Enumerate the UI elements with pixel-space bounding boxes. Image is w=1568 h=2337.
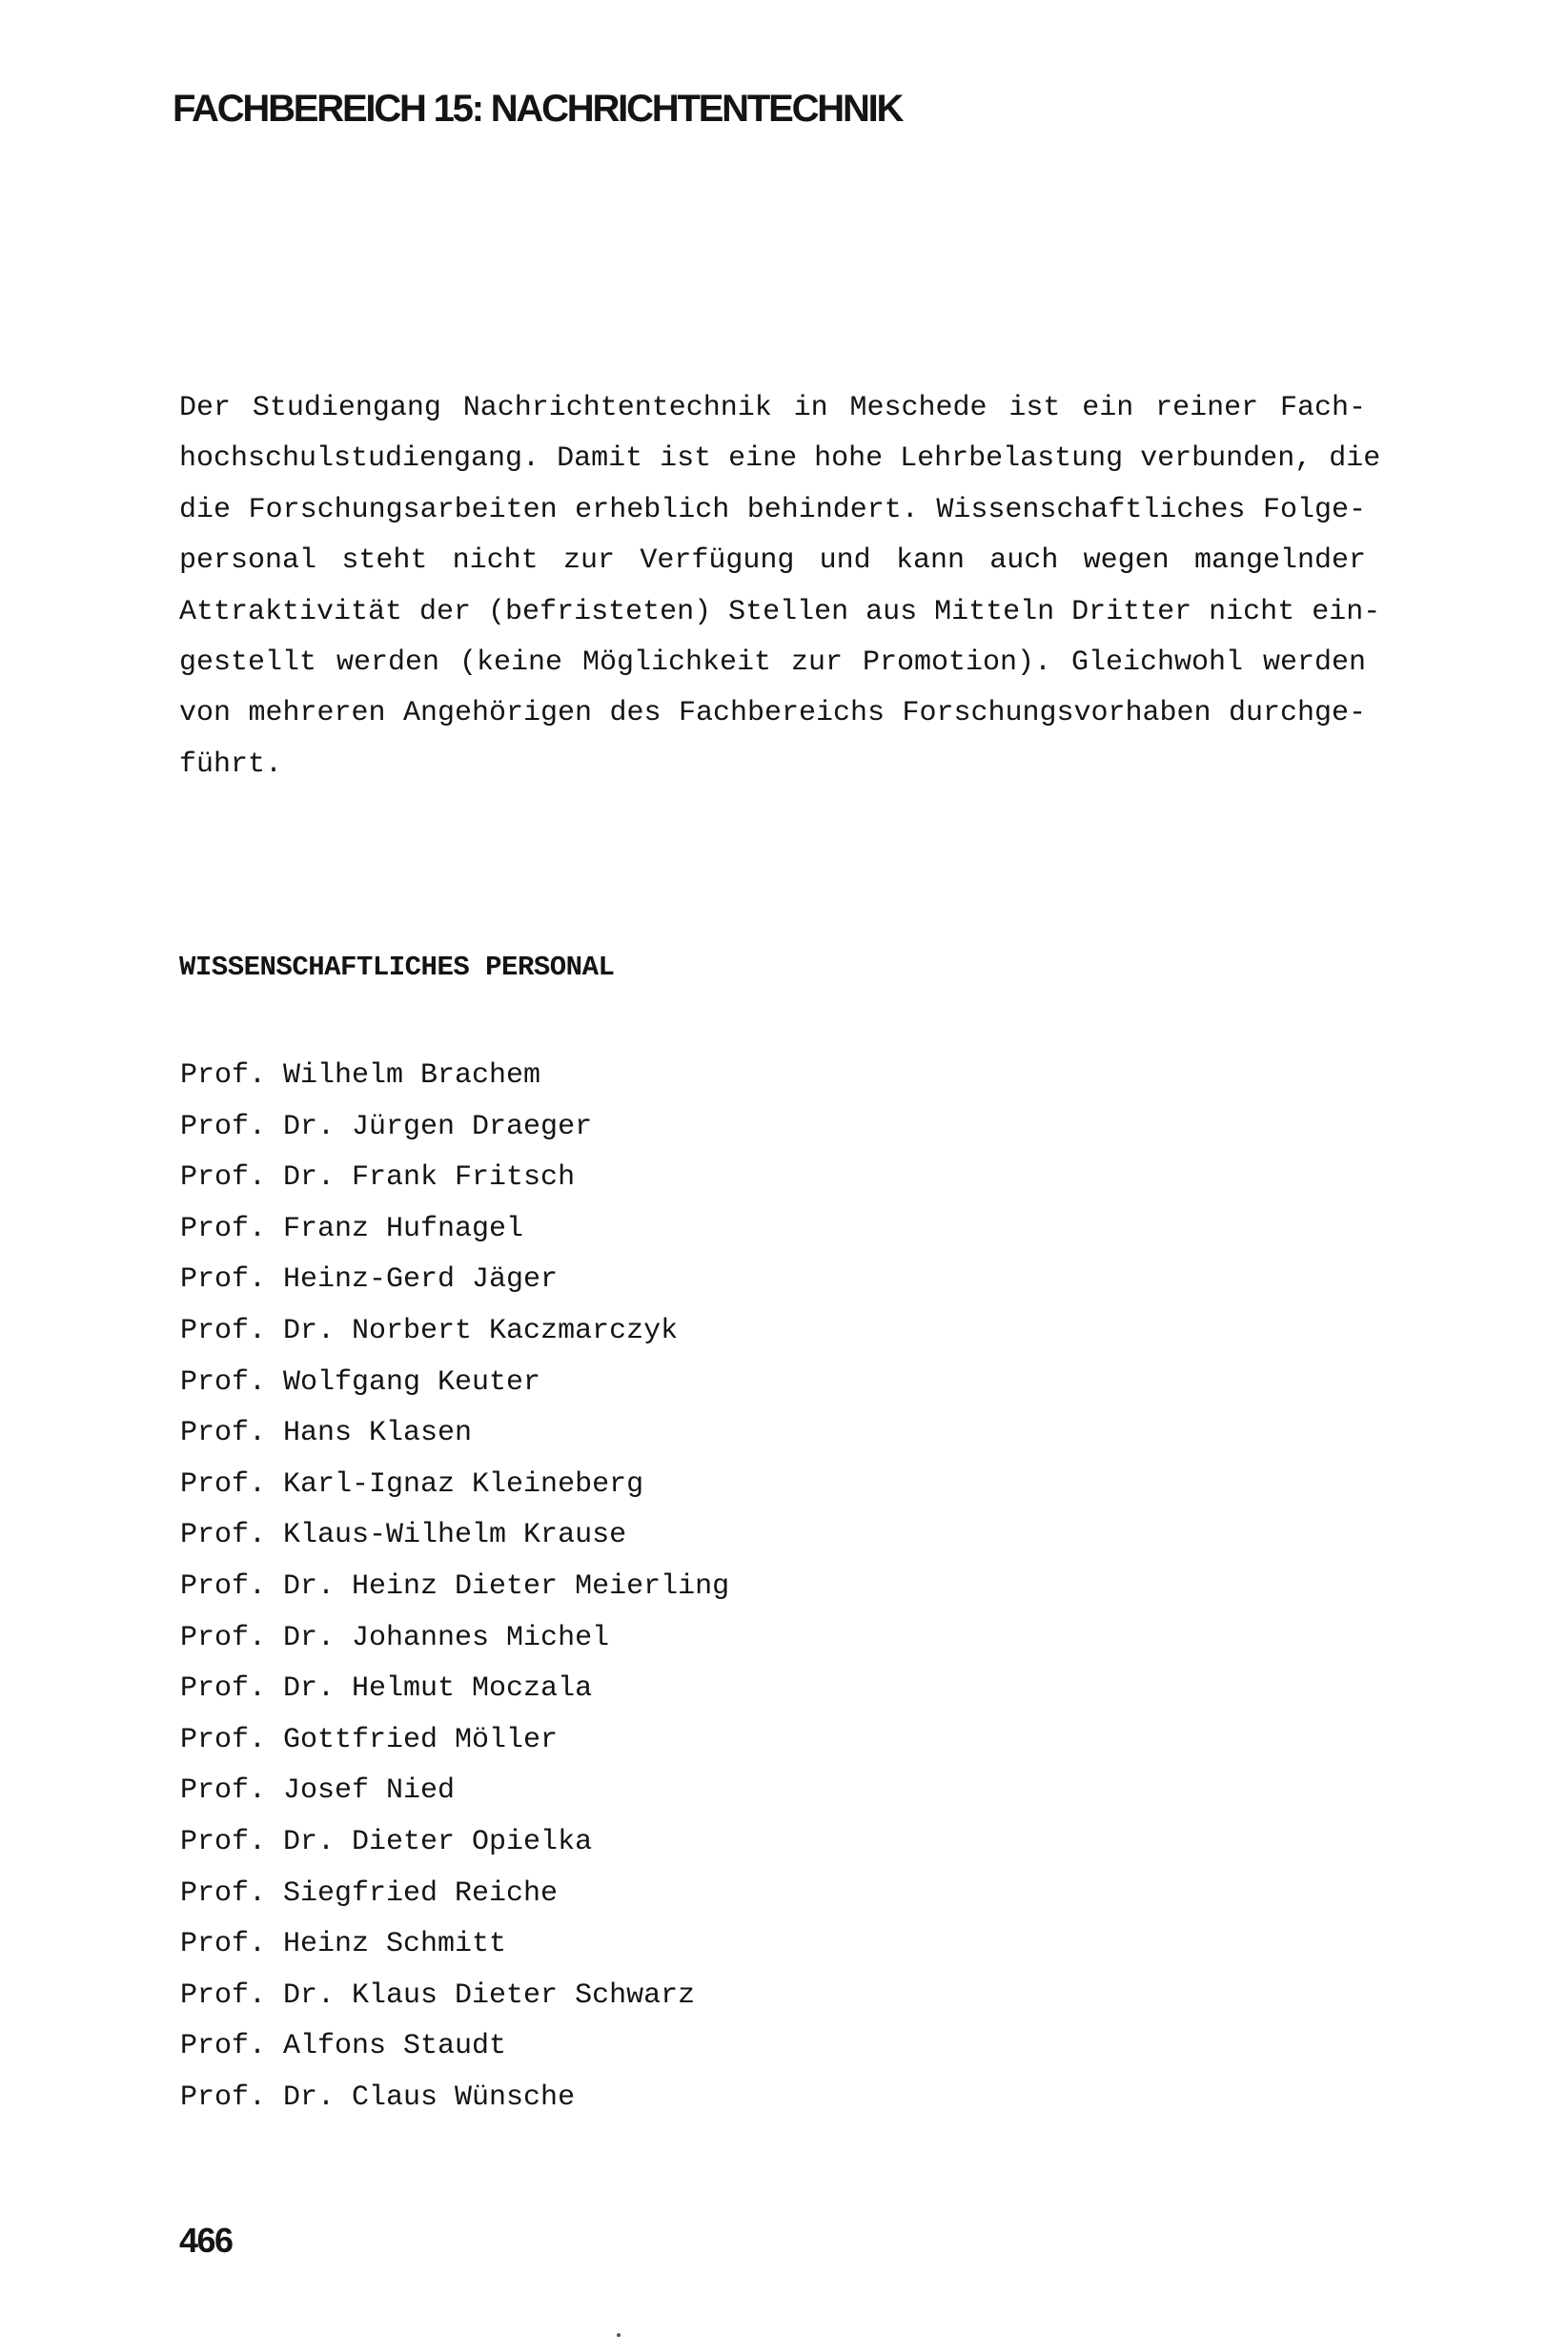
personnel-item: Prof. Wolfgang Keuter — [180, 1365, 541, 1399]
personnel-item: Prof. Alfons Staudt — [180, 2030, 507, 2063]
personnel-item: Prof. Dr. Frank Fritsch — [180, 1161, 576, 1195]
personnel-heading: WISSENSCHAFTLICHES PERSONAL — [179, 952, 615, 983]
personnel-item: Prof. Dr. Dieter Opielka — [180, 1825, 593, 1858]
intro-line: Der Studiengang Nachrichtentechnik in Meschede ist ein reiner Fach- — [179, 392, 1366, 424]
personnel-item: Prof. Dr. Jürgen Draeger — [180, 1110, 593, 1143]
personnel-item: Prof. Dr. Heinz Dieter Meierling — [180, 1569, 730, 1603]
personnel-list — [180, 1051, 729, 2123]
intro-line: von mehreren Angehörigen des Fachbereichs Forschungsvorhaben durchge- — [179, 697, 1366, 730]
page-title: FACHBEREICH 15: NACHRICHTENTECHNIK — [173, 88, 903, 130]
personnel-item: Prof. Karl-Ignaz Kleineberg — [180, 1467, 644, 1501]
intro-line: personal steht nicht zur Verfügung und kann auch wegen mangelnder — [179, 544, 1366, 578]
personnel-item: Prof. Gottfried Möller — [180, 1723, 559, 1756]
personnel-item: Prof. Dr. Johannes Michel — [180, 1621, 610, 1654]
intro-line: Attraktivität der (befristeten) Stellen aus Mitteln Dritter nicht ein- — [179, 595, 1381, 628]
personnel-item: Prof. Dr. Klaus Dieter Schwarz — [180, 1978, 696, 2012]
personnel-item: Prof. Wilhelm Brachem — [180, 1059, 541, 1092]
personnel-item: Prof. Franz Hufnagel — [180, 1212, 524, 1245]
intro-paragraph — [179, 383, 1381, 790]
personnel-item: Prof. Dr. Norbert Kaczmarczyk — [180, 1314, 679, 1347]
personnel-item: Prof. Josef Nied — [180, 1774, 456, 1808]
page-number: 466 — [179, 2221, 233, 2260]
personnel-item: Prof. Hans Klasen — [180, 1417, 473, 1450]
personnel-item: Prof. Dr. Claus Wünsche — [180, 2081, 576, 2114]
intro-line: hochschulstudiengang. Damit ist eine hohe Lehrbelastung verbunden, die — [179, 442, 1381, 476]
personnel-item: Prof. Klaus-Wilhelm Krause — [180, 1519, 627, 1552]
personnel-item: Prof. Siegfried Reiche — [180, 1876, 559, 1910]
personnel-item: Prof. Dr. Helmut Moczala — [180, 1672, 593, 1706]
intro-line: die Forschungsarbeiten erheblich behindert. Wissenschaftliches Folge- — [179, 493, 1366, 526]
intro-line: gestellt werden (keine Möglichkeit zur Promotion). Gleichwohl werden — [179, 646, 1366, 679]
personnel-item: Prof. Heinz-Gerd Jäger — [180, 1263, 559, 1297]
scan-speck — [617, 2333, 621, 2337]
intro-line: führt. — [179, 748, 283, 781]
personnel-item: Prof. Heinz Schmitt — [180, 1928, 507, 1961]
